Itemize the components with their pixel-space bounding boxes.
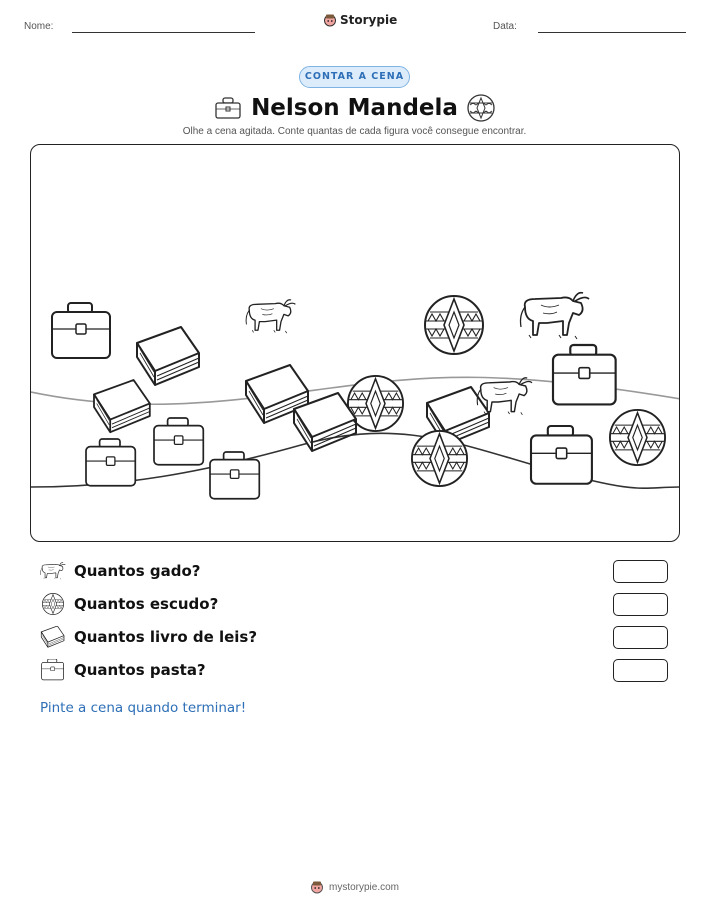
lawbook-figure xyxy=(137,327,199,385)
question-row-shield xyxy=(40,593,670,619)
brand-logo xyxy=(323,13,397,27)
briefcase-figure xyxy=(86,439,135,486)
storypie-mascot-icon xyxy=(310,880,324,894)
briefcase-icon xyxy=(40,659,66,681)
briefcase-figure xyxy=(210,452,259,499)
shield-icon xyxy=(40,593,66,615)
shield-figure xyxy=(412,431,467,486)
question-text: Quantos gado? xyxy=(74,562,201,580)
lawbook-figure xyxy=(94,380,150,432)
cattle-icon xyxy=(40,560,66,582)
finish-instruction: Pinte a cena quando terminar! xyxy=(40,700,247,716)
briefcase-figure xyxy=(154,418,203,465)
question-row-briefcase xyxy=(40,659,670,685)
scene-canvas xyxy=(31,145,680,542)
date-label: Data: xyxy=(493,21,517,32)
briefcase-figure xyxy=(531,426,592,484)
shield-figure xyxy=(425,296,483,354)
question-text: Quantos escudo? xyxy=(74,595,219,613)
lawbook-icon xyxy=(40,626,66,648)
answer-box-lawbook[interactable] xyxy=(613,626,668,649)
shield-figure xyxy=(610,410,665,465)
briefcase-figure xyxy=(553,345,616,404)
name-label: Nome: xyxy=(24,21,54,32)
instructions: Olhe a cena agitada. Conte quantas de cada figura você consegue encontrar. xyxy=(182,126,527,137)
question-row-lawbook xyxy=(40,626,670,652)
answer-box-briefcase[interactable] xyxy=(613,659,668,682)
question-text: Quantos livro de leis? xyxy=(74,628,258,646)
cattle-figure xyxy=(521,293,590,339)
name-field[interactable] xyxy=(72,32,255,33)
answer-box-cattle[interactable] xyxy=(613,560,668,583)
storypie-mascot-icon xyxy=(323,13,337,27)
page-title: Nelson Mandela xyxy=(251,95,458,121)
brand-name: Storypie xyxy=(340,13,398,27)
question-row-cattle xyxy=(40,560,670,586)
date-field[interactable] xyxy=(538,32,686,33)
answer-box-shield[interactable] xyxy=(613,593,668,616)
footer-site[interactable]: mystorypie.com xyxy=(328,881,399,893)
cattle-figure xyxy=(246,300,295,333)
shield-icon xyxy=(466,93,496,123)
footer xyxy=(0,880,709,894)
activity-tag: CONTAR A CENA xyxy=(299,66,410,88)
counting-scene xyxy=(30,144,680,542)
title-row xyxy=(0,92,709,124)
briefcase-figure xyxy=(52,303,110,358)
question-text: Quantos pasta? xyxy=(74,661,206,679)
